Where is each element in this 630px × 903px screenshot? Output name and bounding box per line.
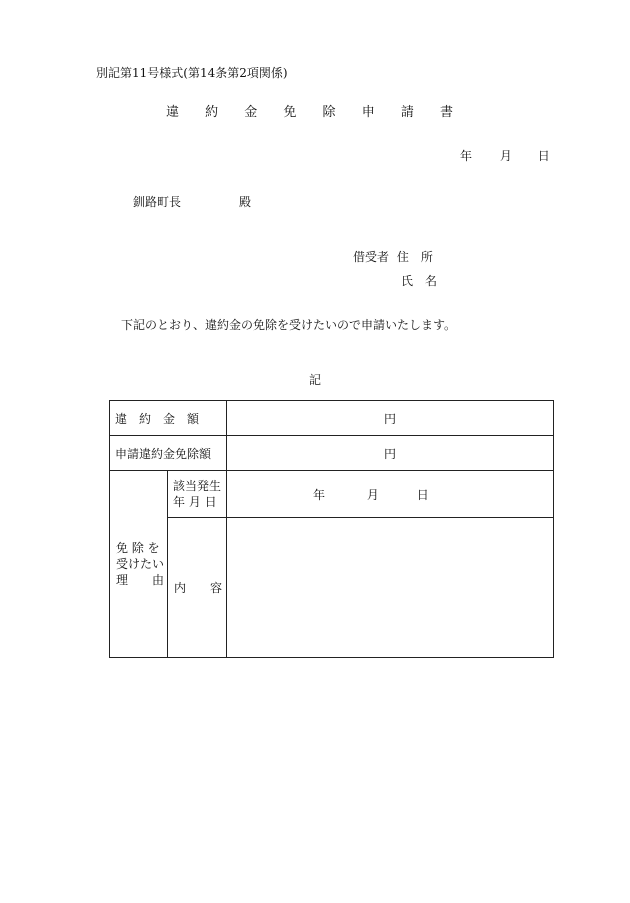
addressee bbox=[133, 193, 251, 210]
document-title: 違 約 金 免 除 申 請 書 bbox=[166, 105, 464, 120]
reason-label-line-2: 受けたい bbox=[116, 557, 165, 571]
borrower-label: 借受者 bbox=[353, 250, 390, 264]
occurrence-month-label: 月 bbox=[366, 487, 379, 502]
occurrence-year-label: 年 bbox=[313, 487, 326, 502]
content-row bbox=[110, 518, 554, 658]
exemption-reason-label bbox=[110, 471, 168, 658]
application-date bbox=[460, 147, 550, 164]
occurrence-label-line-1: 該当発生 bbox=[173, 479, 222, 493]
date-month-label: 月 bbox=[499, 149, 512, 163]
address-label: 住 所 bbox=[396, 250, 433, 264]
applicant-name-line bbox=[401, 272, 437, 289]
occurrence-day-label: 日 bbox=[416, 487, 429, 502]
exemption-amount-field[interactable]: 円 bbox=[227, 436, 554, 471]
addressee-name: 釧路町長 bbox=[133, 195, 182, 209]
date-day-label: 日 bbox=[537, 149, 550, 163]
exemption-amount-row bbox=[110, 436, 554, 471]
name-label: 氏 名 bbox=[401, 274, 438, 288]
penalty-amount-label: 違 約 金 額 bbox=[110, 401, 227, 436]
reason-label-line-3: 理 由 bbox=[116, 573, 165, 587]
date-year-label: 年 bbox=[460, 149, 473, 163]
content-label: 内 容 bbox=[168, 518, 227, 658]
exemption-amount-label: 申請違約金免除額 bbox=[110, 436, 227, 471]
request-statement: 下記のとおり、違約金の免除を受けたいので申請いたします。 bbox=[121, 318, 457, 332]
occurrence-date-label bbox=[168, 471, 227, 518]
applicant-address-line bbox=[353, 248, 433, 265]
occurrence-date-row bbox=[110, 471, 554, 518]
content-field[interactable] bbox=[227, 518, 554, 658]
addressee-honorific: 殿 bbox=[239, 195, 252, 209]
penalty-amount-row bbox=[110, 401, 554, 436]
note-mark: 記 bbox=[308, 373, 321, 387]
penalty-amount-field[interactable]: 円 bbox=[227, 401, 554, 436]
application-table bbox=[109, 400, 554, 658]
occurrence-label-line-2: 年 月 日 bbox=[173, 495, 217, 509]
occurrence-date-field[interactable] bbox=[227, 471, 554, 518]
reason-label-line-1: 免 除 を bbox=[116, 541, 160, 555]
form-number: 別記第11号様式(第14条第2項関係) bbox=[96, 66, 288, 80]
